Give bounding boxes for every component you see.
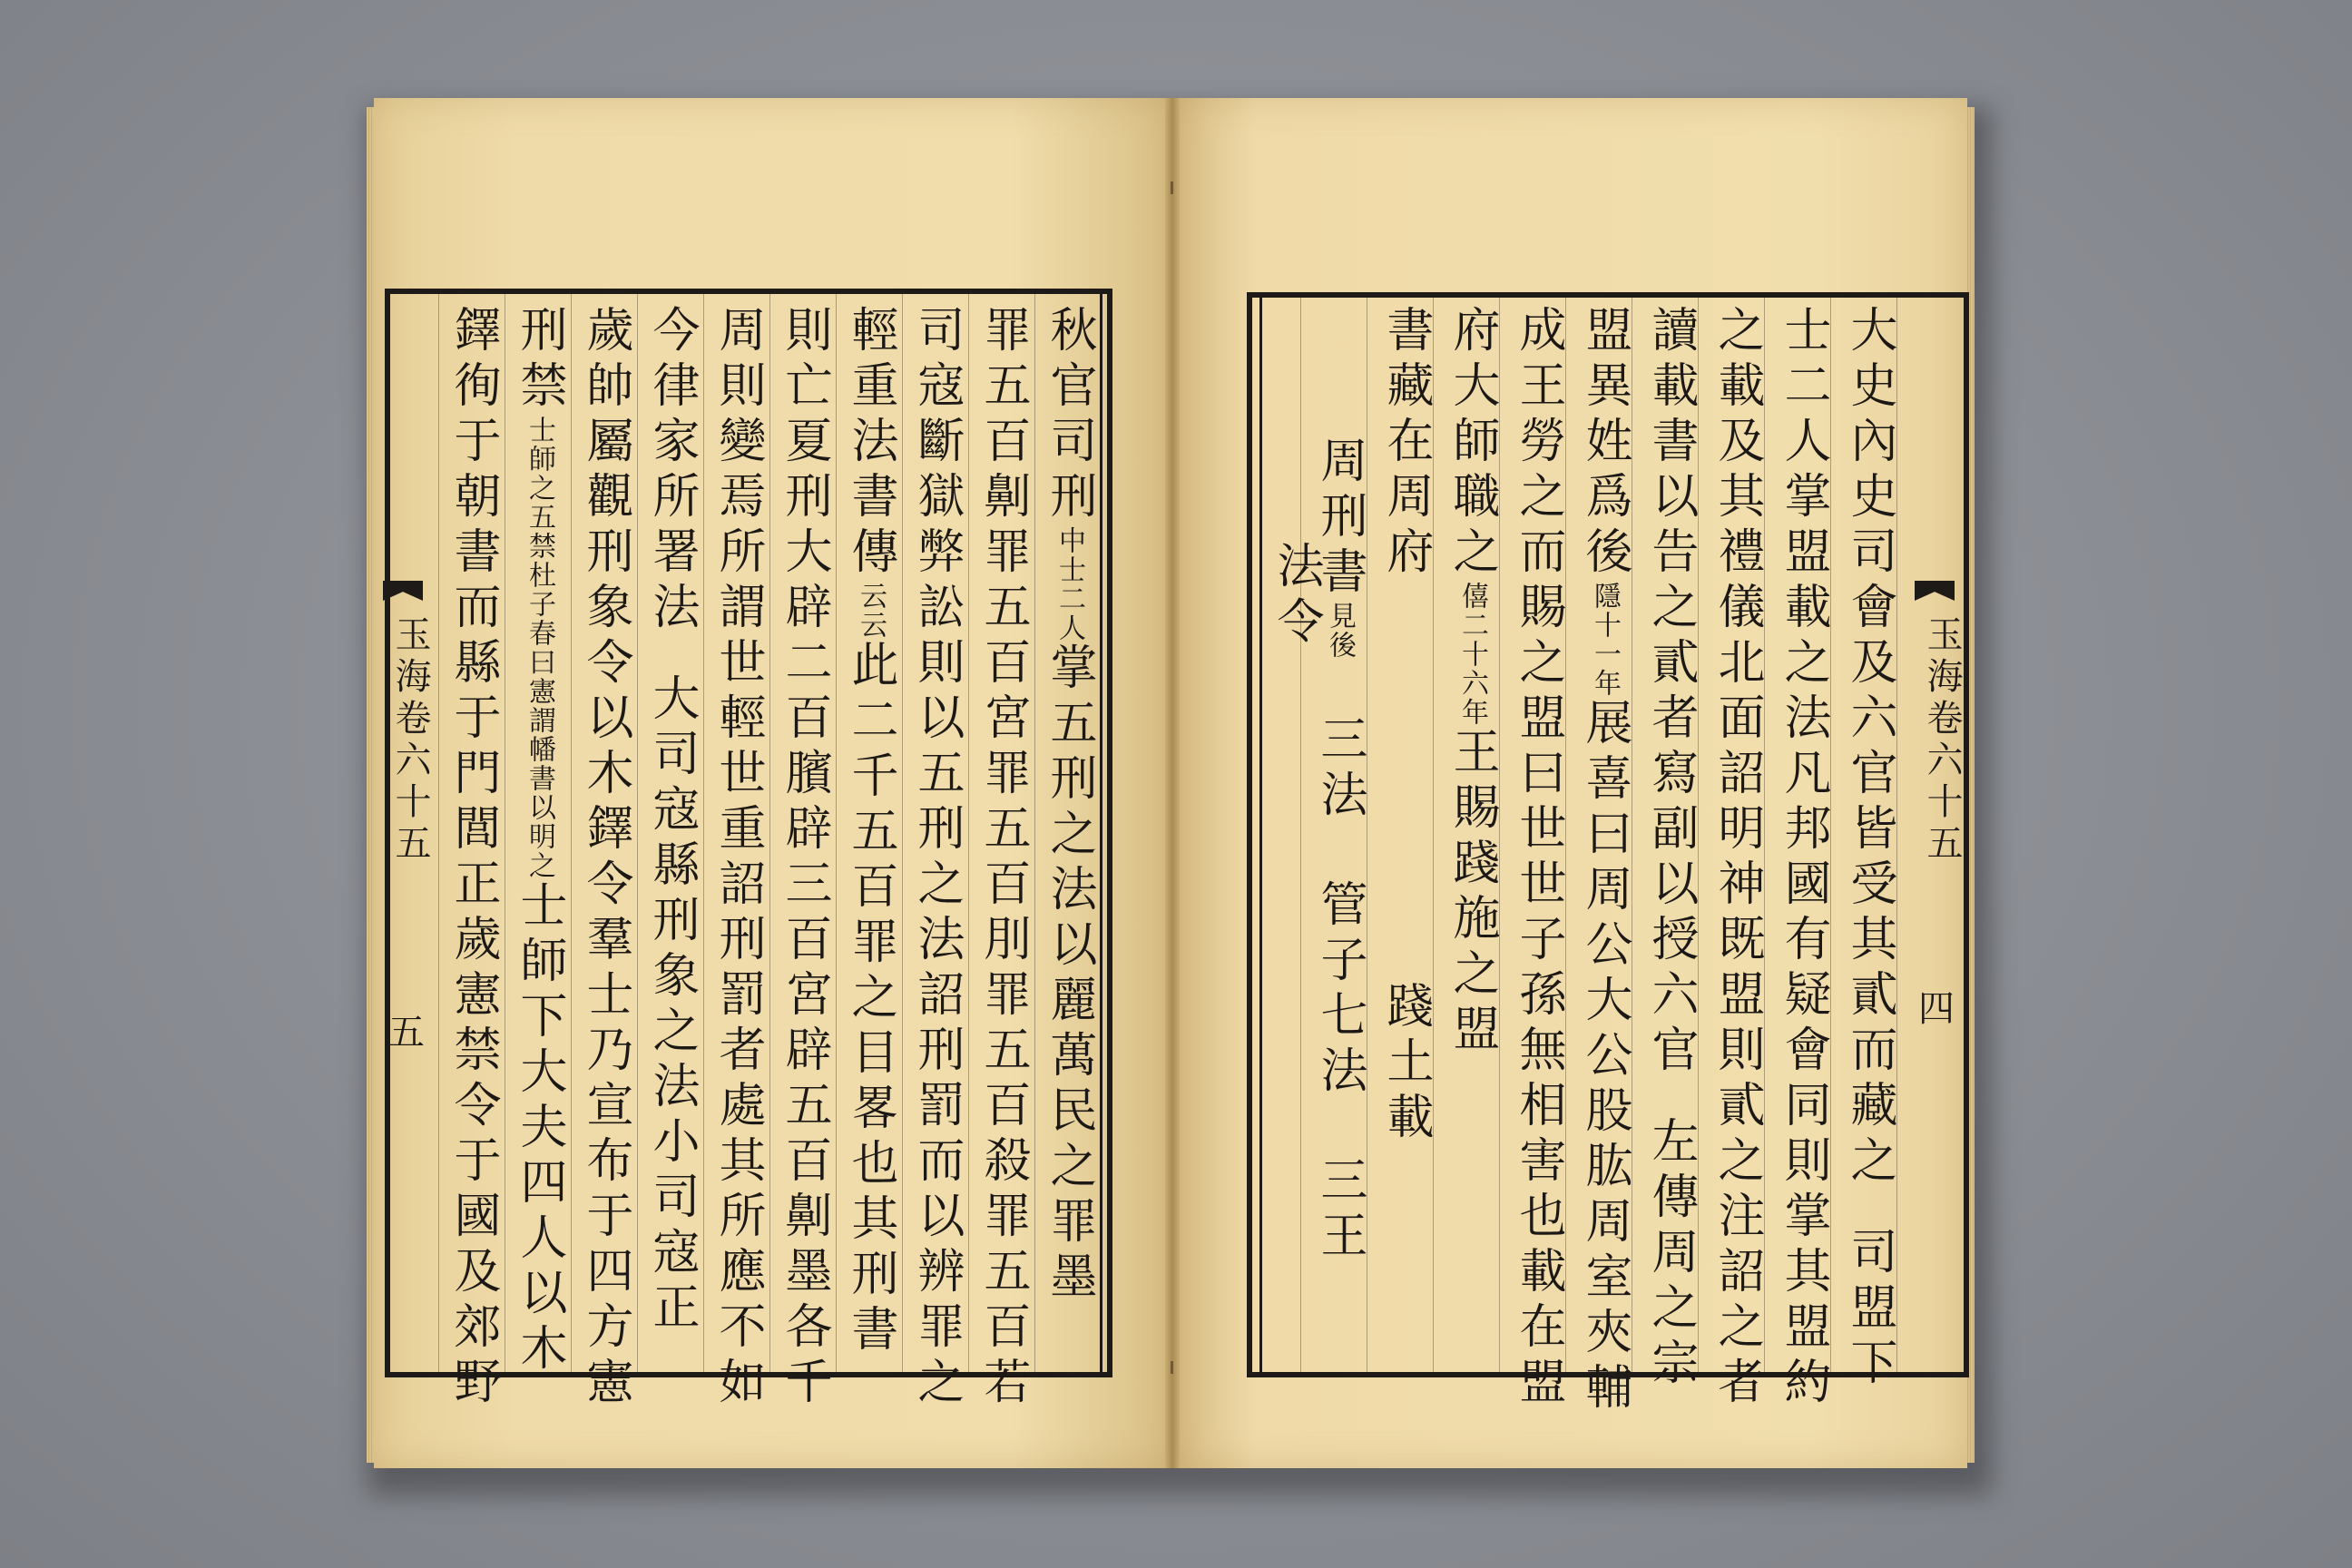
column-note: 士師之五禁杜子春曰憲謂幡書以明之 [524,416,555,880]
column-rule [902,294,903,1372]
column-text: 刑禁 [512,305,566,416]
left-page-number: 五 [388,1012,425,1054]
column-rule [1499,298,1500,1372]
text-column-5: 則亡夏刑大辟二百臏辟三百宮辟五百劓墨各千 [777,305,831,1412]
column-text: 周刑書 [1312,436,1367,602]
column-text: 士師下大夫四人以木 [512,880,566,1378]
column-text: 踐土載 [1378,981,1433,1147]
column-text: 司盟下 [1842,1227,1896,1393]
column-rule [438,294,439,1372]
column-text: 管子七法 [1312,879,1367,1101]
column-text: 今律家所署法 [644,305,699,637]
column-rule [637,294,638,1372]
text-column-1 [1042,305,1096,1307]
right-page-number: 四 [1918,988,1955,1030]
text-column-9 [512,305,566,1378]
column-text: 三王 [1312,1155,1367,1266]
column-text: 輕重法書傳 [843,305,897,582]
left-frame-inner-rule [1100,289,1102,1377]
column-rule [571,294,572,1372]
stitch-mark [1171,1361,1173,1374]
column-text: 此二千五百罪之目畧也其刑書 [843,640,897,1359]
text-column-4 [1643,305,1698,1393]
left-spine-title: 玉海卷六十五 [389,615,431,866]
column-text: 大司寇縣刑象之法小司寇正 [644,673,699,1338]
column-rule [1565,298,1566,1372]
stitch-mark [1171,181,1173,194]
text-column-6: 成王勞之而賜之盟曰世世子孫無相害也載在盟 [1511,305,1565,1412]
column-rule [1764,298,1765,1372]
text-column-7 [1445,305,1499,1059]
text-column-4 [843,305,897,1359]
column-rule [1300,298,1301,1372]
column-note: 中士二人 [1054,526,1085,642]
column-text: 讀載書以告之貳者寫副以授六官 [1643,305,1698,1080]
column-note: 隱十一年 [1589,582,1621,698]
column-text: 秋官司刑 [1042,305,1096,526]
text-column-3: 司寇斷獄弊訟則以五刑之法詔刑罰而以辨罪之 [909,305,964,1412]
column-text: 左傳周之宗 [1643,1116,1698,1393]
text-column-8: 歲帥屬觀刑象令以木鐸令羣士乃宣布于四方憲 [578,305,632,1412]
text-column-8 [1378,305,1433,1147]
column-rule [1896,298,1897,1372]
column-text: 王賜踐施之盟 [1445,727,1499,1059]
column-note: 云云 [855,582,887,640]
text-column-3: 之載及其禮儀北面詔明神既盟則貳之注詔之者 [1710,305,1764,1412]
text-column-7 [644,305,699,1338]
right-frame-inner-rule [1259,292,1262,1377]
column-text: 書藏在周府 [1378,305,1433,582]
column-text: 掌五刑之法以麗萬民之罪墨 [1042,642,1096,1307]
text-column-6: 周則變焉所謂世輕世重詔刑罰者處其所應不如 [710,305,765,1412]
column-rule [836,294,837,1372]
column-rule [1433,298,1434,1372]
column-text: 盟異姓爲後 [1577,305,1632,582]
column-rule [1034,294,1035,1372]
text-column-10: 鐸徇于朝書而縣于門閭正歲憲禁令于國及郊野 [446,305,500,1412]
column-note: 見後 [1324,602,1356,660]
text-column-2: 士二人掌盟載之法凡邦國有疑會同則掌其盟約 [1776,305,1830,1412]
column-text: 展喜曰周公大公股肱周室夾輔 [1577,698,1632,1417]
text-column-5 [1577,305,1632,1417]
column-rule [703,294,704,1372]
right-spine-title: 玉海卷六十五 [1921,615,1963,866]
column-rule [968,294,969,1372]
text-column-1 [1842,305,1896,1393]
column-text: 大史內史司會及六官皆受其貳而藏之 [1842,305,1896,1191]
column-rule [1698,298,1699,1372]
column-rule [1830,298,1831,1372]
text-column-2: 罪五百劓罪五百宮罪五百刖罪五百殺罪五百若 [975,305,1030,1412]
book-gutter [1165,98,1180,1468]
column-text: 府大師職之 [1445,305,1499,582]
column-rule [769,294,770,1372]
column-note: 僖二十六年 [1456,582,1488,727]
column-text: 三法 [1312,714,1367,825]
text-column-10: 法令 [1269,541,1323,652]
